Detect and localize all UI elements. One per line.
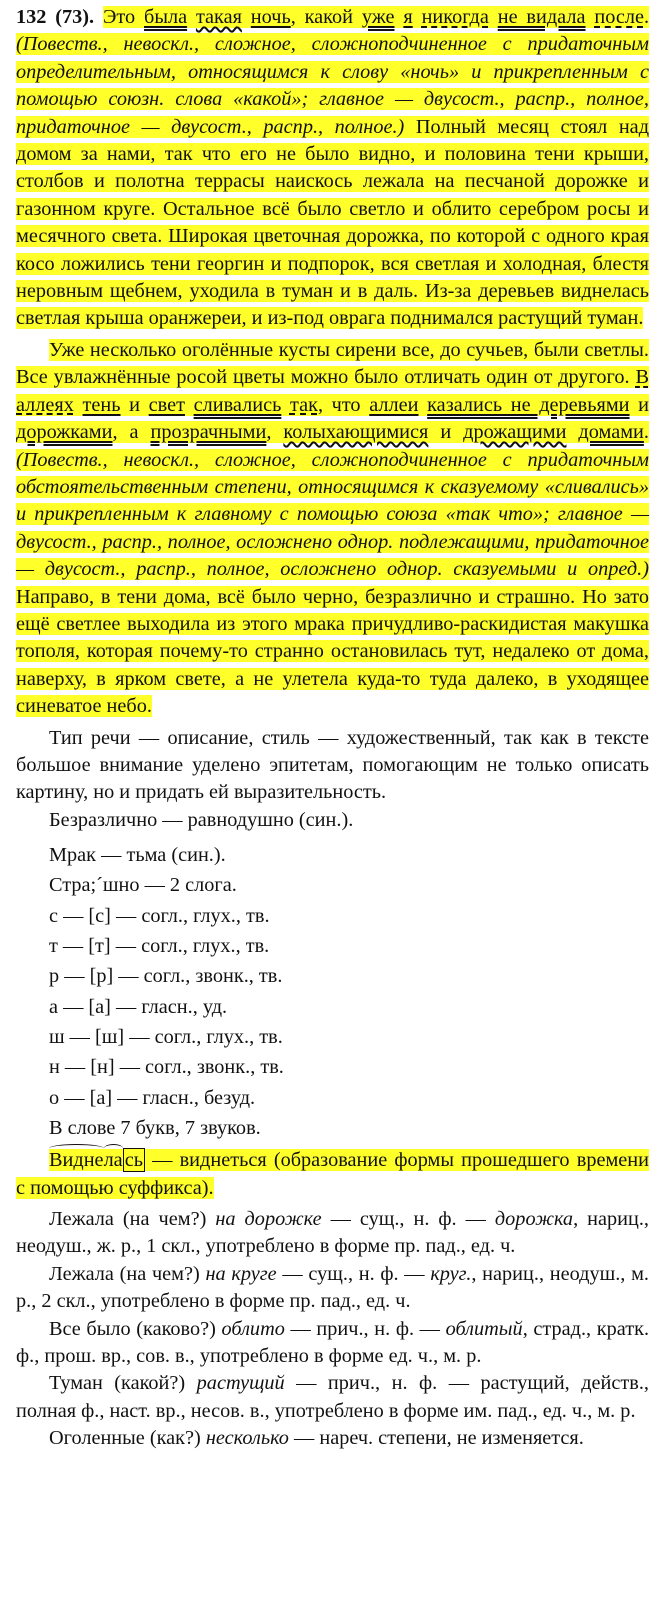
sentence-analysis-2: (Повеств., невоскл., сложное, сложноподчиненное с придаточным обстоятельственным степени, относящимся к сказуемому «сливались» и прикрепленным к главному с помощью союза «так что»; главное — двусост., распр., полное, осложнено однор. подлежащими, придаточное — двусост., распр., полное, осложнено однор. сказуемыми и опред.) xyxy=(16,448,649,581)
phonetic-line: Мрак — тьма (син.). xyxy=(49,844,226,867)
gr-a: Туман (какой?) xyxy=(49,1372,197,1395)
document-page xyxy=(16,4,649,1453)
gr-d: круг. xyxy=(430,1262,472,1285)
predicate-word: уже xyxy=(361,6,395,28)
word: , какой xyxy=(290,6,354,28)
gr-b: на дорожке xyxy=(215,1207,322,1230)
predicate-word: была xyxy=(144,6,188,28)
grammar-line-2 xyxy=(16,1261,649,1316)
text-block-2b: Направо, в тени дома, всё было черно, безразлично и страшно. Но зато ещё светлее выходила из этого мрака причудливо-раскидистая макушка тополя, которая почему-то странно остановилась тут, недалеко от дома, наверху, в ярком свете, а не улетела куда-то туда далеко, в уходящее синеватое небо. xyxy=(16,585,649,718)
morpheme-analysis xyxy=(16,1147,649,1202)
word: и xyxy=(129,393,141,416)
gr-c: — нареч. степени, не изменяется. xyxy=(288,1427,584,1450)
adverbial-word: В аллеях xyxy=(16,366,649,416)
grammar-line-3 xyxy=(16,1316,649,1371)
gr-a: Все было (каково?) xyxy=(49,1317,222,1340)
phonetic-line: с — [с] — согл., глух., тв. xyxy=(49,904,270,927)
predicate-word: дорожками xyxy=(16,421,113,444)
subject-word: тень xyxy=(82,393,121,416)
grammar-line-4 xyxy=(16,1370,649,1425)
attribute-word: дрожащими xyxy=(463,421,567,444)
predicate-word: казались не деревьями xyxy=(427,393,630,416)
predicate-word: прозрачными xyxy=(150,421,267,444)
predicate-word: домами xyxy=(578,421,644,444)
gr-b: растущий xyxy=(196,1372,285,1395)
subject-word: свет xyxy=(148,393,185,416)
paragraph-1 xyxy=(16,4,649,333)
word: , что xyxy=(317,393,361,416)
phonetic-line: Стра;´шно — 2 слога. xyxy=(49,874,237,897)
word: , а xyxy=(112,421,139,444)
postfix-morpheme: сь xyxy=(124,1149,143,1172)
adverbial-word: никогда xyxy=(421,6,489,28)
sentence-analysis-1: (Повеств., невоскл., сложное, сложноподчиненное с придаточным определительным, относящимся к слову «ночь» и прикрепленным с помощью союзн. слова «какой»; главное — двусост., распр., полное, придаточное — двусост., распр., полное.) xyxy=(16,33,649,138)
phonetic-line: р — [р] — согл., звонк., тв. xyxy=(49,965,283,988)
subject-word: я xyxy=(403,6,413,28)
gr-c: — сущ., н. ф. — xyxy=(321,1207,495,1230)
subject-word: аллеи xyxy=(369,393,419,416)
phonetic-line: т — [т] — согл., глух., тв. xyxy=(49,935,270,958)
gr-d: облитый xyxy=(445,1317,523,1340)
word: Это xyxy=(103,6,136,28)
speech-type-paragraph: Тип речи — описание, стиль — художественный, так как в тексте большое внимание уделено эпитетам, помогающим не только описать картину, но и придать ей выразительность. xyxy=(16,726,649,804)
phonetic-line: В слове 7 букв, 7 звуков. xyxy=(49,1116,261,1139)
attribute-word: такая xyxy=(195,6,242,28)
grammar-line-5 xyxy=(16,1425,649,1452)
gr-b: несколько xyxy=(205,1427,289,1450)
word: и xyxy=(638,393,650,416)
gr-e: , страд., кратк. ф., прош. вр., сов. в., употреблено в форме ед. ч., м. р. xyxy=(16,1317,650,1367)
gr-c: — сущ., н. ф. — xyxy=(276,1262,431,1285)
phonetic-line: а — [а] — гласн., уд. xyxy=(49,995,228,1018)
punct: , xyxy=(266,421,272,444)
word: и xyxy=(440,421,452,444)
gr-a: Лежала (на чем?) xyxy=(49,1207,216,1230)
root-morpheme: Видне xyxy=(49,1149,104,1172)
gr-e: действ., полная ф., наст. вр., несов. в., употреблено в форме им. пад., ед. ч., м. р. xyxy=(16,1372,649,1422)
attribute-word: колыхающимися xyxy=(283,421,429,444)
punct: . xyxy=(643,6,650,28)
highlighted-morpheme xyxy=(16,1149,649,1198)
paragraph-2 xyxy=(16,337,649,721)
text-block-1: Полный месяц стоял над домом за нами, так что его не было видно, и половина тени крыши, столбов и полотна террасы наискось лежала на песчаной дорожке и газонном круге. Остальное всё было светло и облито серебром росы и месячного света. Широкая цветочная дорожка, по которой с одного края косо ложились тени георгин и подпорок, вся светлая и холодная, блестя неровным щебнем, уходила в туман и в даль. Из-за деревьев виднелась светлая крыша оранжереи, и из-под оврага поднимался растущий туман. xyxy=(16,115,650,330)
gr-d: дорожка xyxy=(494,1207,574,1230)
phonetic-line: о — [а] — гласн., безуд. xyxy=(49,1086,256,1109)
gr-c: — прич., н. ф. — xyxy=(284,1317,446,1340)
synonym-line: Безразлично — равнодушно (син.). xyxy=(49,808,354,831)
gr-b: на круге xyxy=(205,1262,277,1285)
text-block-2a: Уже несколько оголённые кусты сирени все, до сучьев, были светлы. Все увлажнённые росой цветы можно было отличать один от другого. xyxy=(16,338,649,389)
gr-c: — прич., н. ф. — растущий, xyxy=(284,1372,582,1395)
punct: . xyxy=(643,421,649,444)
phonetic-line: ш — [ш] — согл., глух., тв. xyxy=(49,1025,283,1048)
gr-e: , нариц., неодуш., ж. р., 1 скл., употреблено в форме пр. пад., ед. ч. xyxy=(16,1207,649,1258)
morpheme-text: — виднеться (образование формы прошедшего времени с помощью суффикса). xyxy=(16,1149,649,1199)
highlighted-sentence-2 xyxy=(16,339,649,717)
subject-word: ночь xyxy=(250,6,291,28)
adverbial-word: после xyxy=(594,6,644,28)
gr-e: , нариц., неодуш., м. р., 2 скл., употреблено в форме пр. пад., ед. ч. xyxy=(16,1262,649,1313)
phonetic-line: н — [н] — согл., звонк., тв. xyxy=(49,1056,284,1079)
grammar-line-1 xyxy=(16,1206,649,1261)
gr-a: Лежала (на чем?) xyxy=(49,1262,206,1285)
phonetic-analysis xyxy=(16,840,649,1143)
exercise-number: 132 (73). xyxy=(16,6,95,28)
adverbial-word: так xyxy=(289,393,318,416)
gr-b: облито xyxy=(221,1317,285,1340)
highlighted-sentence-1 xyxy=(16,6,649,329)
predicate-word: сливались xyxy=(193,393,282,416)
suffix-morpheme: ла xyxy=(103,1149,123,1172)
gr-a: Оголенные (как?) xyxy=(49,1427,206,1450)
predicate-word: не видала xyxy=(497,6,586,28)
